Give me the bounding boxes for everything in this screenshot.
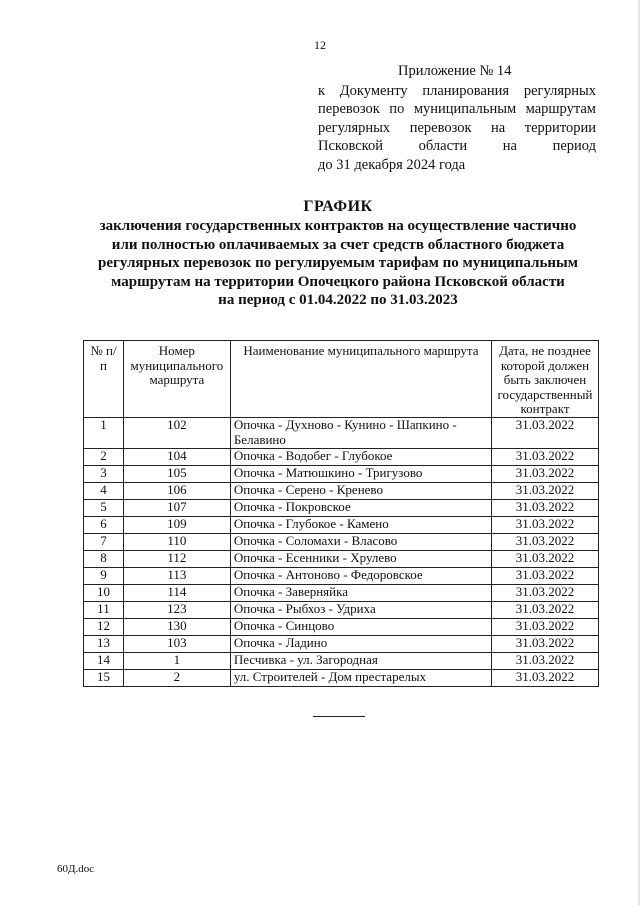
cell-num: 1 [84,417,124,448]
cell-num: 12 [84,618,124,635]
heading-line: маршрутам на территории Опочецкого района Псковской области [111,273,565,290]
table-row [84,669,599,686]
cell-date: 31.03.2022 [492,499,599,516]
header-route: Номер муниципального маршрута [123,341,230,418]
cell-date: 31.03.2022 [492,601,599,618]
cell-name: Опочка - Рыбхоз - Удриха [230,601,491,618]
cell-route: 123 [123,601,230,618]
cell-date: 31.03.2022 [492,417,599,448]
heading-line: на период с 01.04.2022 по 31.03.2023 [218,292,458,309]
cell-name: Опочка - Водобег - Глубокое [230,448,491,465]
cell-num: 10 [84,584,124,601]
table-row [84,482,599,499]
cell-name: Опочка - Покровское [230,499,491,516]
schedule-table [83,340,599,687]
cell-route: 110 [123,533,230,550]
cell-date: 31.03.2022 [492,516,599,533]
cell-route: 114 [123,584,230,601]
cell-name: Опочка - Есенники - Хрулево [230,550,491,567]
cell-date: 31.03.2022 [492,482,599,499]
heading-line: или полностью оплачиваемых за счет средств областного бюджета [111,236,565,253]
table-header-row [84,341,599,418]
appendix-title: Приложение № 14 [398,63,512,79]
cell-name: Опочка - Серено - Кренево [230,482,491,499]
document-heading [60,198,616,309]
end-of-document-rule [313,716,365,717]
cell-route: 105 [123,465,230,482]
table-row [84,533,599,550]
cell-route: 102 [123,417,230,448]
table-row [84,584,599,601]
cell-name: Опочка - Заверняйка [230,584,491,601]
header-name: Наименование муниципального маршрута [230,341,491,418]
appendix-line: регулярных перевозок на территории [318,119,596,136]
cell-num: 2 [84,448,124,465]
cell-num: 6 [84,516,124,533]
cell-date: 31.03.2022 [492,618,599,635]
cell-num: 8 [84,550,124,567]
cell-route: 106 [123,482,230,499]
cell-date: 31.03.2022 [492,652,599,669]
cell-name: ул. Строителей - Дом престарелых [230,669,491,686]
cell-route: 130 [123,618,230,635]
document-title: ГРАФИК [303,198,373,215]
cell-name: Опочка - Духново - Кунино - Шапкино - Белавино [230,417,491,448]
cell-date: 31.03.2022 [492,584,599,601]
cell-route: 103 [123,635,230,652]
cell-num: 15 [84,669,124,686]
cell-route: 113 [123,567,230,584]
cell-num: 11 [84,601,124,618]
cell-date: 31.03.2022 [492,533,599,550]
cell-date: 31.03.2022 [492,465,599,482]
cell-date: 31.03.2022 [492,567,599,584]
page-number: 12 [314,38,326,52]
cell-name: Опочка - Антоново - Федоровское [230,567,491,584]
cell-route: 112 [123,550,230,567]
table-row [84,550,599,567]
cell-date: 31.03.2022 [492,635,599,652]
cell-route: 2 [123,669,230,686]
table-row [84,567,599,584]
cell-num: 5 [84,499,124,516]
cell-num: 3 [84,465,124,482]
cell-name: Опочка - Матюшкино - Тригузово [230,465,491,482]
cell-date: 31.03.2022 [492,669,599,686]
header-num: № п/п [84,341,124,418]
cell-num: 13 [84,635,124,652]
table-row [84,635,599,652]
table-row [84,417,599,448]
table-row [84,499,599,516]
heading-line: заключения государственных контрактов на осуществление частично [99,218,577,235]
cell-name: Опочка - Синцово [230,618,491,635]
cell-date: 31.03.2022 [492,550,599,567]
cell-name: Опочка - Соломахи - Власово [230,533,491,550]
cell-route: 104 [123,448,230,465]
cell-num: 7 [84,533,124,550]
table-row [84,618,599,635]
appendix-line: до 31 декабря 2024 года [318,156,466,173]
table-row [84,601,599,618]
cell-num: 14 [84,652,124,669]
cell-name: Песчивка - ул. Загородная [230,652,491,669]
table-row [84,465,599,482]
cell-route: 1 [123,652,230,669]
cell-num: 4 [84,482,124,499]
cell-route: 109 [123,516,230,533]
table-row [84,516,599,533]
appendix-line: Псковской области на период [318,138,596,155]
cell-route: 107 [123,499,230,516]
table-row [84,652,599,669]
table-row [84,448,599,465]
cell-date: 31.03.2022 [492,448,599,465]
cell-num: 9 [84,567,124,584]
header-date: Дата, не позднее которой должен быть заключен государственный контракт [492,341,599,418]
appendix-block [318,62,596,175]
cell-name: Опочка - Глубокое - Камено [230,516,491,533]
cell-name: Опочка - Ладино [230,635,491,652]
heading-line: регулярных перевозок по регулируемым тарифам по муниципальным [98,255,578,272]
appendix-line: к Документу планирования регулярных [318,82,596,99]
appendix-line: перевозок по муниципальным маршрутам [318,101,596,118]
file-name-footer: 60Д.doc [57,863,95,875]
